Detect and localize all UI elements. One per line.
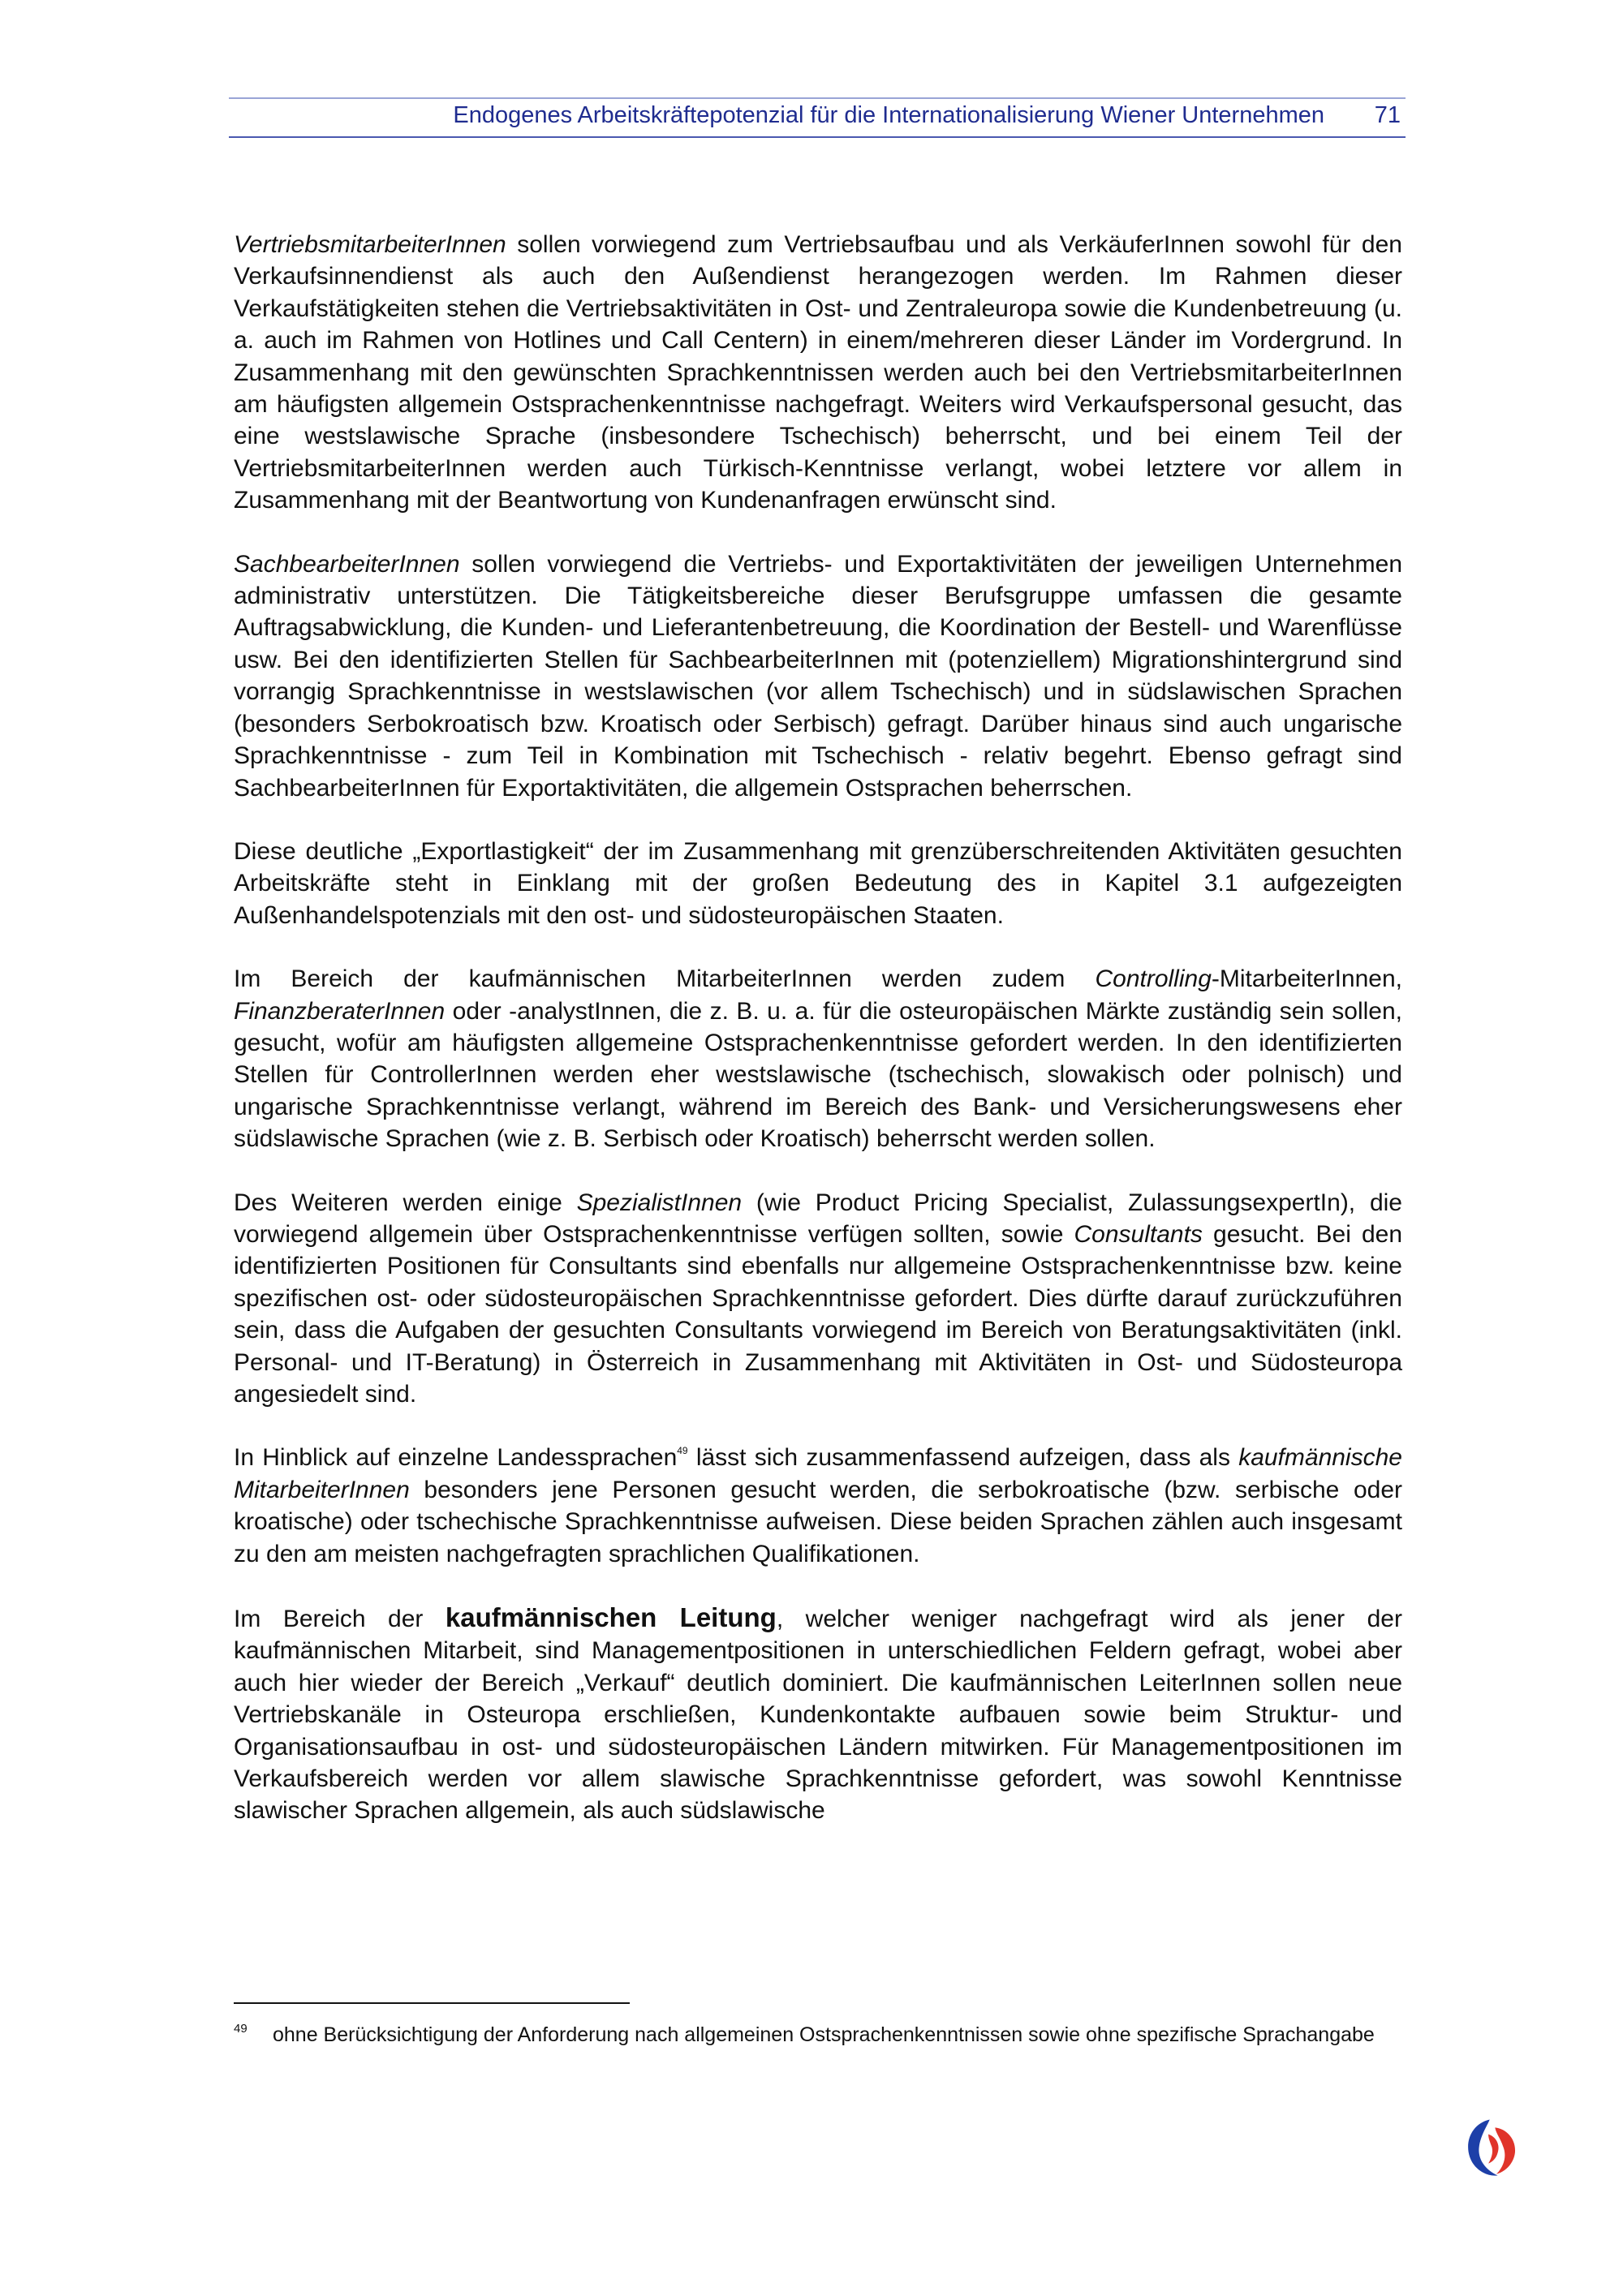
paragraph-text: Diese deutliche „Exportlastigkeit“ der im Zusammenhang mit grenzüberschreitenden Aktivitäten gesuchten Arbeitskräfte steht in Einklang mit der großen Bedeutung des in Kapitel 3.1 aufgezeigten Außenhandelspotenzials mit den ost- und südosteuropäischen Staaten. [234,837,1402,929]
footnote-reference[interactable]: 49 [677,1445,688,1457]
institute-logo-icon [1459,2114,1526,2181]
paragraph-text: (wie Product Pricing Specialist, ZulassungsexpertIn), die vorwiegend allgemein über Ostsprachenkenntnisse verfügen sollten, sowie [234,1189,1402,1248]
paragraph-text: Im Bereich der [234,1606,446,1633]
term-controlling: Controlling [1095,965,1212,993]
footnote-divider [234,2002,630,2004]
term-kaufmaennische-leitung: kaufmännischen Leitung [445,1602,777,1633]
footnote-text: ohne Berücksichtigung der Anforderung nach allgemeinen Ostsprachenkenntnissen sowie ohne spezifische Sprachangabe [273,2023,1375,2046]
paragraph-sachbearbeiter [234,548,1402,804]
term-spezialisten: SpezialistInnen [576,1189,743,1216]
term-finanzberater: FinanzberaterInnen [234,997,446,1025]
paragraph-text: sollen vorwiegend die Vertriebs- und Exportaktivitäten der jeweiligen Unternehmen administrativ unterstützen. Die Tätigkeitsbereiche dieser Berufsgruppe umfassen die gesamte Auftragsabwicklung, die Kunden- und Lieferantenbetreuung, die Koordination der Bestell- und Warenflüsse usw. Bei den identifizierten Stellen für SachbearbeiterInnen mit (potenziellem) Migrationshintergrund sind vorrangig Sprachkenntnisse in westslawischen (vor allem Tschechisch) und in südslawischen Sprachen (besonders Serbokroatisch bzw. Kroatisch oder Serbisch) gefragt. Darüber hinaus sind auch ungarische Sprachkenntnisse - zum Teil in Kombination mit Tschechisch - relativ begehrt. Ebenso gefragt sind SachbearbeiterInnen für Exportaktivitäten, die allgemein Ostsprachen beherrschen. [234,550,1402,802]
term-kaufmaennische-mitarbeiter: kaufmännische MitarbeiterInnen [234,1444,1402,1503]
paragraph-text: Im Bereich der kaufmännischen MitarbeiterInnen werden zudem [234,965,1096,993]
paragraph-text: besonders jene Personen gesucht werden, die serbokroatische (bzw. serbische oder kroatische) oder tschechische Sprachkenntnisse aufweisen. Diese beiden Sprachen zählen auch insgesamt zu den am meisten nachgefragten sprachlichen Qualifikationen. [234,1476,1402,1567]
footnote-number: 49 [234,2022,248,2036]
paragraph-text: oder -analystInnen, die z. B. u. a. für die osteuropäischen Märkte zuständig sein sollen, gesucht, wofür am häufigsten allgemeine Ostsprachenkenntnisse gefordert werden. In den identifizierten Stellen für ControllerInnen werden eher westslawische (tschechisch, slowakisch oder polnisch) und ungarische Sprachkenntnisse verlangt, während im Bereich des Bank- und Versicherungswesens eher südslawische Sprachen (wie z. B. Serbisch oder Kroatisch) beherrscht werden sollen. [234,997,1402,1153]
term-sachbearbeiter: SachbearbeiterInnen [234,550,460,578]
paragraph-text: , welcher weniger nachgefragt wird als jener der kaufmännischen Mitarbeit, sind Managementpositionen in unterschiedlichen Feldern gefragt, wobei aber auch hier wieder der Bereich „Verkauf“ deutlich dominiert. Die kaufmännischen LeiterInnen sollen neue Vertriebskanäle in Osteuropa erschließen, Kundenkontakte aufbauen sowie beim Struktur- und Organisationsaufbau in ost- und südosteuropäischen Ländern mitwirken. Für Managementpositionen im Verkaufsbereich werden vor allem slawische Sprachkenntnisse gefordert, was sowohl Kenntnisse slawischer Sprachen allgemein, als auch südslawische [234,1606,1402,1825]
page-number: 71 [1374,102,1401,128]
paragraph-landessprachen [234,1442,1402,1570]
paragraph-spezialisten [234,1187,1402,1411]
footnote [234,2022,1402,2049]
paragraph-vertriebsmitarbeiter [234,229,1402,517]
paragraph-text: Des Weiteren werden einige [234,1189,577,1216]
term-consultants: Consultants [1074,1220,1203,1248]
paragraph-kaufmaennische-leitung [234,1602,1402,1827]
paragraph-exportlastigkeit [234,836,1402,931]
paragraph-text: gesucht. Bei den identifizierten Positionen für Consultants sind ebenfalls nur allgemeine Ostsprachenkenntnisse bzw. keine spezifischen ost- oder südosteuropäischen Sprachkenntnisse gefordert. Dies dürfte darauf zurückzuführen sein, dass die Aufgaben der gesuchten Consultants vorwiegend im Bereich von Beratungsaktivitäten (inkl. Personal- und IT-Beratung) in Österreich in Zusammenhang mit Aktivitäten in Ost- und Südosteuropa angesiedelt sind. [234,1220,1402,1408]
paragraph-controlling [234,963,1402,1154]
paragraph-text: -MitarbeiterInnen, [1211,965,1402,993]
running-header [229,97,1406,138]
header-title: Endogenes Arbeitskräftepotenzial für die Internationalisierung Wiener Unternehmen [453,102,1324,128]
paragraph-text: In Hinblick auf einzelne Landessprachen [234,1444,678,1472]
paragraph-text: sollen vorwiegend zum Vertriebsaufbau und als VerkäuferInnen sowohl für den Verkaufsinnendienst als auch den Außendienst herangezogen werden. Im Rahmen dieser Verkaufstätigkeiten stehen die Vertriebsaktivitäten in Ost- und Zentraleuropa sowie die Kundenbetreuung (u. a. auch im Rahmen von Hotlines und Call Centern) in einem/mehreren dieser Länder im Vordergrund. In Zusammenhang mit den gewünschten Sprachkenntnissen werden auch bei den VertriebsmitarbeiterInnen am häufigsten allgemein Ostsprachenkenntnisse nachgefragt. Weiters wird Verkaufspersonal gesucht, das eine westslawische Sprache (insbesondere Tschechisch) beherrscht, und bei einem Teil der VertriebsmitarbeiterInnen werden auch Türkisch-Kenntnisse verlangt, wobei letztere vor allem in Zusammenhang mit der Beantwortung von Kundenanfragen erwünscht sind. [234,231,1402,514]
paragraph-text: lässt sich zusammenfassend aufzeigen, dass als [687,1444,1239,1472]
body-text [234,229,1402,1859]
term-vertriebsmitarbeiter: VertriebsmitarbeiterInnen [234,231,506,258]
